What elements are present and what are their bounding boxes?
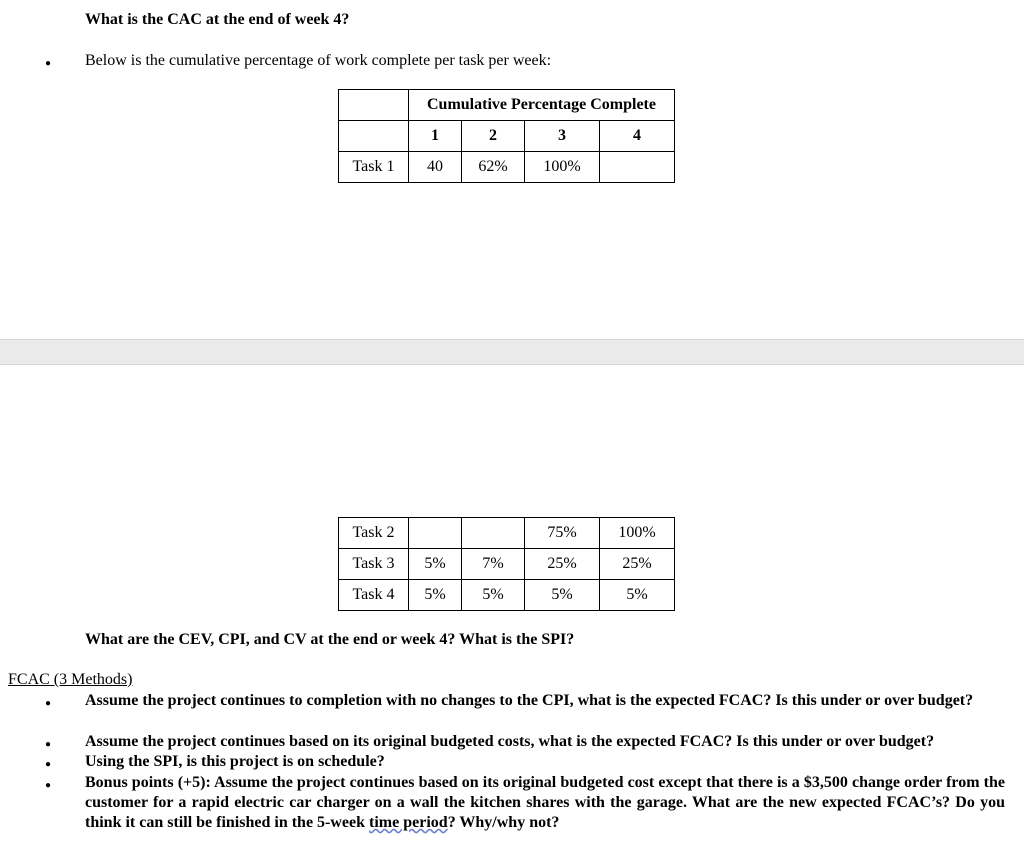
week-header: 1	[409, 121, 462, 152]
table-row	[339, 580, 675, 611]
table-cell: 40	[409, 152, 462, 183]
corner-cell	[339, 90, 409, 121]
table-row	[339, 518, 675, 549]
fcac-bullet-1: Assume the project continues to completion with no changes to the CPI, what is the expected FCAC? Is this under or over budget?	[85, 692, 974, 709]
task-label: Task 3	[339, 549, 409, 580]
week-header: 2	[462, 121, 525, 152]
task-label: Task 4	[339, 580, 409, 611]
table-cell: 5%	[409, 549, 462, 580]
table-cell	[600, 152, 675, 183]
fcac-heading: FCAC (3 Methods)	[8, 671, 133, 688]
table-cell: 100%	[600, 518, 675, 549]
fcac-bullet-2: Assume the project continues based on its original budgeted costs, what is the expected FCAC? Is this under or over budget?	[85, 733, 935, 750]
bullet-dot	[45, 754, 51, 772]
table-cell: 5%	[462, 580, 525, 611]
week-header: 4	[600, 121, 675, 152]
table-cell: 5%	[600, 580, 675, 611]
table-cell: 100%	[525, 152, 600, 183]
table-cell: 5%	[409, 580, 462, 611]
week-header: 3	[525, 121, 600, 152]
page-break	[0, 339, 1024, 365]
bullet-dot	[45, 693, 51, 711]
percent-complete-table-top	[338, 89, 675, 183]
table-cell: 62%	[462, 152, 525, 183]
table-cell: 7%	[462, 549, 525, 580]
corner-cell	[339, 121, 409, 152]
task-label: Task 2	[339, 518, 409, 549]
table-row	[339, 549, 675, 580]
table-row	[339, 152, 675, 183]
table-cell: 25%	[600, 549, 675, 580]
bullet-dot	[45, 53, 51, 71]
bonus-bullet	[85, 773, 1005, 833]
bonus-text: Bonus points (+5): Assume the project continues based on its original budgeted cost except that there is a $3,500 change order from the customer for a rapid electric car charger on a wall the kitchen shares with the garage. What are the new expected FCAC’s? Do you think it can still be finished in the 5-week	[85, 774, 1005, 831]
bullet-dot	[45, 775, 51, 793]
table-header: Cumulative Percentage Complete	[409, 90, 675, 121]
table-cell: 5%	[525, 580, 600, 611]
table-cell: 25%	[525, 549, 600, 580]
question-cac: What is the CAC at the end of week 4?	[85, 11, 350, 28]
task-label: Task 1	[339, 152, 409, 183]
bonus-tail: ? Why/why not?	[447, 814, 560, 831]
intro-bullet-text: Below is the cumulative percentage of work complete per task per week:	[85, 52, 552, 69]
table-cell	[462, 518, 525, 549]
spellcheck-flagged-text[interactable]: time period	[369, 814, 448, 831]
question-cev-cpi: What are the CEV, CPI, and CV at the end or week 4? What is the SPI?	[85, 631, 575, 648]
bullet-dot	[45, 734, 51, 752]
percent-complete-table-bottom	[338, 517, 675, 611]
table-cell	[409, 518, 462, 549]
fcac-bullet-3: Using the SPI, is this project is on schedule?	[85, 753, 385, 770]
table-cell: 75%	[525, 518, 600, 549]
